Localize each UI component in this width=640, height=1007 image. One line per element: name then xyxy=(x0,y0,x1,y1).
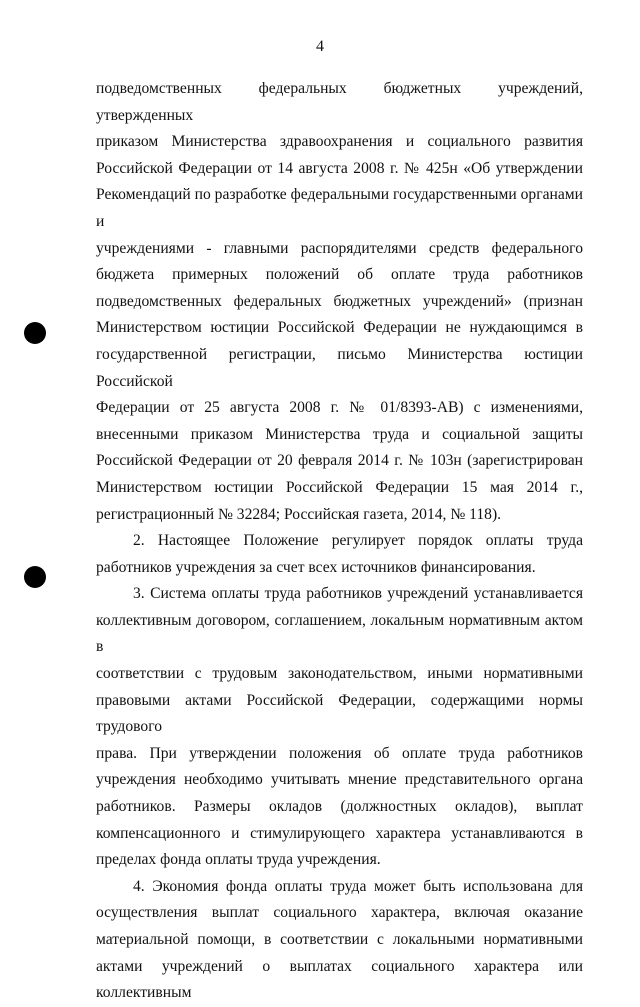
text-line: материальной помощи, в соответствии с локальными нормативными xyxy=(96,931,583,948)
text-line: подведомственных федеральных бюджетных учреждений» (признан xyxy=(96,292,583,310)
text-line: соответствии с трудовым законодательством, иными нормативными xyxy=(96,665,583,683)
text-line: права. При утверждении положения об оплате труда работников xyxy=(96,744,583,762)
text-line: учреждениями - главными распорядителями средств федерального xyxy=(96,239,583,257)
text-line: работников. Размеры окладов (должностных окладов), выплат xyxy=(96,798,583,816)
text-line: подведомственных федеральных бюджетных учреждений, утвержденных xyxy=(96,80,583,124)
text-line: учреждения необходимо учитывать мнение представительного органа xyxy=(96,771,583,789)
text-line: компенсационного и стимулирующего характера устанавливаются в xyxy=(96,824,583,842)
document-body xyxy=(96,76,583,1007)
text-line: работников учреждения за счет всех источников финансирования. xyxy=(96,558,536,576)
punch-hole-mark xyxy=(24,322,46,344)
text-line: 4. Экономия фонда оплаты труда может быть использована для xyxy=(133,877,583,895)
text-line: Министерством юстиции Российской Федерации не нуждающимся в xyxy=(96,319,583,337)
text-line: регистрационный № 32284; Российская газета, 2014, № 118). xyxy=(96,505,502,523)
text-line: 2. Настоящее Положение регулирует порядок оплаты труда xyxy=(133,532,583,550)
text-line: внесенными приказом Министерства труда и социальной защиты xyxy=(96,425,583,443)
page-number: 4 xyxy=(316,38,324,55)
text-line: 3. Система оплаты труда работников учреждений устанавливается xyxy=(133,585,583,603)
text-line: осуществления выплат социального характера, включая оказание xyxy=(96,904,583,922)
text-line: правовыми актами Российской Федерации, содержащими нормы трудового xyxy=(96,691,583,736)
text-line: коллективным договором, соглашением, локальным нормативным актом в xyxy=(96,611,583,656)
text-line: Российской Федерации от 20 февраля 2014 г. № 103н (зарегистрирован xyxy=(96,452,583,470)
text-line: государственной регистрации, письмо Министерства юстиции Российской xyxy=(96,345,583,390)
text-line: пределах фонда оплаты труда учреждения. xyxy=(96,851,381,869)
text-line: Министерством юстиции Российской Федерации 15 мая 2014 г., xyxy=(96,478,583,496)
punch-hole-mark xyxy=(24,566,46,588)
text-line: бюджета примерных положений об оплате труда работников xyxy=(96,266,583,284)
text-line: актами учреждений о выплатах социального характера или коллективным xyxy=(96,957,583,1002)
text-line: Федерации от 25 августа 2008 г. № 01/8393-АВ) с изменениями, xyxy=(96,399,583,417)
text-line: приказом Министерства здравоохранения и социального развития xyxy=(96,133,583,151)
text-line: Российской Федерации от 14 августа 2008 г. № 425н «Об утверждении xyxy=(96,159,583,177)
text-line: Рекомендаций по разработке федеральными государственными органами и xyxy=(96,186,583,230)
